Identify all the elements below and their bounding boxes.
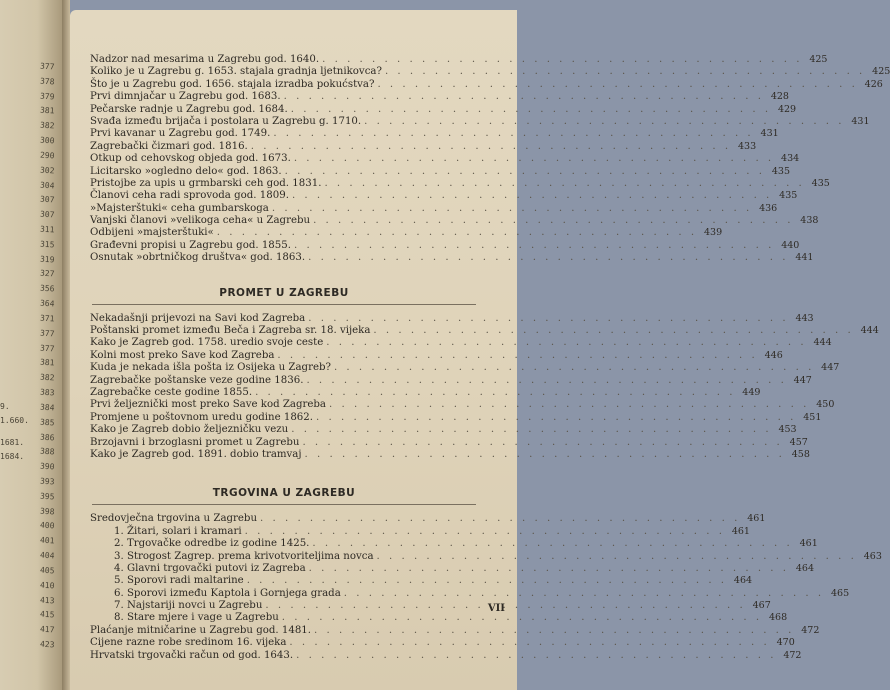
toc-entry <box>90 538 818 550</box>
dot-leader <box>252 387 738 399</box>
section-rule <box>92 304 476 305</box>
toc-entry-title: Nadzor nad mesarima u Zagrebu god. 1640. <box>90 54 320 65</box>
dot-leader <box>291 153 777 165</box>
toc-entry-title: Hrvatski trgovački račun od god. 1643. <box>90 649 294 661</box>
toc-entry <box>90 374 812 387</box>
dot-leader <box>374 551 860 563</box>
toc-entry-title: Kako je Zagreb god. 1891. dobio tramvaj <box>90 448 302 460</box>
toc-entry-page: 441 <box>795 252 814 264</box>
toc-entry-page: 461 <box>731 525 750 537</box>
toc-entry-page: 428 <box>770 91 789 103</box>
toc-entry-title: Građevni propisi u Zagrebu god. 1855. <box>90 239 291 251</box>
left-page-number: 398 <box>39 506 55 517</box>
toc-entry-page: 434 <box>781 153 800 165</box>
right-page <box>70 10 890 690</box>
left-page-number: 413 <box>39 595 55 606</box>
toc-entry-title: Plaćanje mitničarine u Zagrebu god. 1481. <box>90 624 312 636</box>
toc-entry <box>90 349 783 362</box>
left-page-number: 386 <box>39 432 55 443</box>
left-page-number: 393 <box>39 476 55 487</box>
left-page-number: 377 <box>39 61 55 72</box>
toc-entry-title: Zagrebačke poštanske veze godine 1836. <box>90 374 304 386</box>
dot-leader <box>303 375 789 387</box>
dot-leader <box>288 424 774 436</box>
toc-entry <box>90 91 789 103</box>
dot-leader <box>302 449 788 461</box>
toc-entry <box>90 525 750 538</box>
toc-entry-title: 7. Najstariji novci u Zagrebu <box>114 600 263 612</box>
toc-entry <box>90 550 882 563</box>
dot-leader <box>310 215 796 227</box>
toc-entry-title: 3. Strogost Zagrep. prema krivotvoriteljima novca <box>114 550 374 562</box>
toc-entry-title: 6. Sporovi između Kaptola i Gornjega grada <box>114 587 341 599</box>
toc-entry-page: 439 <box>704 227 723 239</box>
toc-entry <box>90 424 797 436</box>
toc-entry <box>90 202 778 215</box>
dot-leader <box>214 227 700 239</box>
toc-entry-title: 1. Žitari, solari i kramari <box>114 525 242 537</box>
left-page-number: 385 <box>39 417 55 428</box>
left-page-number: 390 <box>39 461 55 472</box>
toc-entry <box>90 239 800 252</box>
left-page-number: 315 <box>39 239 55 250</box>
toc-entry-page: 444 <box>813 337 832 349</box>
dot-leader <box>311 625 797 637</box>
toc-entry-page: 472 <box>801 624 820 636</box>
toc-entry-title: Pristojbe za upis u grmbarski ceh god. 1831. <box>90 177 322 189</box>
left-page-number: 404 <box>39 550 55 561</box>
toc-entry-page: 440 <box>781 239 800 251</box>
dot-leader <box>326 399 812 411</box>
left-page-number: 400 <box>39 520 55 531</box>
left-page-number: 423 <box>39 639 55 650</box>
toc-entry-title: Svađa između brijača i postolara u Zagrebu g. 1710. <box>90 115 362 127</box>
toc-entry-page: 468 <box>769 612 788 624</box>
dot-leader <box>313 412 799 424</box>
toc-entry <box>90 215 819 227</box>
dot-leader <box>331 362 817 374</box>
dot-leader <box>279 612 765 624</box>
toc-entry-page: 436 <box>759 202 778 214</box>
toc-entry <box>90 337 832 349</box>
left-page-number: 364 <box>39 298 55 309</box>
toc-entry <box>90 362 840 374</box>
toc-entry <box>90 54 828 66</box>
toc-entry <box>90 312 814 325</box>
dot-leader <box>244 575 730 587</box>
left-page-number: 379 <box>39 91 55 102</box>
toc-entry <box>90 399 835 411</box>
dot-leader <box>370 325 856 337</box>
left-page-number: 307 <box>39 194 55 205</box>
toc-entry <box>90 624 820 637</box>
toc-entry-title: Vanjski članovi »velikoga ceha« u Zagrebu <box>90 215 311 227</box>
left-page-number: 384 <box>39 402 55 413</box>
dot-leader <box>281 91 767 103</box>
left-page-number: 377 <box>39 343 55 354</box>
toc-entry-title: 2. Trgovačke odredbe iz godine 1425. <box>114 538 310 550</box>
left-page-number: 405 <box>39 565 55 576</box>
toc-entry-page: 467 <box>752 600 771 612</box>
toc-entry-title: Kuda je nekada išla pošta iz Osijeka u Zagreb? <box>90 362 331 374</box>
toc-entry-page: 433 <box>738 140 757 152</box>
toc-entry-page: 443 <box>795 312 814 324</box>
toc-entry-page: 461 <box>747 513 766 525</box>
dot-leader <box>274 350 760 362</box>
toc-entry-page: 435 <box>811 177 830 189</box>
toc-entry-title: Brzojavni i brzoglasni promet u Zagrebu <box>90 436 300 448</box>
dot-leader <box>257 513 743 525</box>
left-page-number: 395 <box>39 491 55 502</box>
toc-entry-title: Kolni most preko Save kod Zagreba <box>90 349 275 361</box>
dot-leader <box>299 437 785 449</box>
toc-entry-page: 435 <box>779 190 798 202</box>
section-heading: PROMET U ZAGREBU <box>219 286 349 299</box>
toc-entry-page: 453 <box>778 424 797 436</box>
toc-entry <box>90 436 808 449</box>
toc-entry-title: Poštanski promet između Beča i Zagreba sr. 18. vijeka <box>90 325 371 337</box>
dot-leader <box>293 650 779 662</box>
toc-entry-title: Prvi dimnjačar u Zagrebu god. 1683. <box>90 91 281 103</box>
left-page-number: 388 <box>39 446 55 457</box>
toc-entry-page: 458 <box>791 448 810 460</box>
left-page-number: 415 <box>39 609 55 620</box>
left-page-number: 381 <box>39 357 55 368</box>
dot-leader <box>291 240 777 252</box>
table-of-contents <box>90 54 890 662</box>
toc-entry-page: 438 <box>800 215 819 227</box>
left-page-number: 304 <box>39 180 55 191</box>
dot-leader <box>382 66 868 78</box>
left-page-number: 377 <box>39 328 55 339</box>
toc-entry-title: Prvi kavanar u Zagrebu god. 1749. <box>90 128 271 140</box>
left-page-number: 302 <box>39 165 55 176</box>
toc-entry-title: Promjene u poštovnom uredu godine 1862. <box>90 411 314 423</box>
toc-entry-title: Cijene razne robe sredinom 16. vijeka <box>90 637 287 649</box>
toc-entry-title: Osnutak »obrtničkog društva« god. 1863. <box>90 252 306 264</box>
toc-entry-page: 470 <box>776 637 795 649</box>
left-page-number: 327 <box>39 268 55 279</box>
left-page-number: 417 <box>39 624 55 635</box>
toc-entry-page: 425 <box>872 66 890 78</box>
left-page-number: 307 <box>39 209 55 220</box>
dot-leader <box>286 637 772 649</box>
dot-leader <box>309 538 795 550</box>
left-page-number: 300 <box>39 135 55 146</box>
toc-entry <box>90 128 779 140</box>
toc-entry-title: Članovi ceha radi sprovoda god. 1809. <box>90 190 289 202</box>
dot-leader <box>323 337 809 349</box>
toc-entry-title: Prvi željeznički most preko Save kod Zagreba <box>90 399 327 411</box>
toc-entry <box>90 649 802 662</box>
toc-entry <box>90 562 815 575</box>
toc-entry <box>90 587 850 600</box>
dot-leader <box>306 563 792 575</box>
toc-entry-page: 431 <box>760 128 779 140</box>
toc-entry-page: 425 <box>809 54 828 65</box>
section-heading: TRGOVINA U ZAGREBU <box>212 487 356 500</box>
toc-entry-page: 444 <box>860 325 879 337</box>
left-page-number: 356 <box>39 283 55 294</box>
toc-entry-page: 450 <box>816 399 835 411</box>
toc-entry-page: 446 <box>764 349 783 361</box>
left-page-fragment: 1684. <box>0 452 25 461</box>
toc-entry-title: Odbijeni »majsterštuki« <box>90 227 214 239</box>
dot-leader <box>361 116 847 128</box>
toc-entry <box>90 252 814 264</box>
dot-leader <box>248 141 734 153</box>
toc-entry <box>90 190 798 202</box>
toc-entry-page: 472 <box>783 649 802 661</box>
toc-entry-page: 451 <box>803 411 822 423</box>
toc-entry <box>90 153 800 165</box>
left-page-number: 382 <box>39 372 55 383</box>
left-page-number: 311 <box>39 224 55 235</box>
left-page-fragment: 9. <box>0 402 10 411</box>
toc-entry <box>90 78 883 91</box>
toc-entry <box>90 115 870 128</box>
left-page-number: 401 <box>39 535 55 546</box>
toc-entry-title: Zagrebački čizmari god. 1816. <box>90 140 248 152</box>
dot-leader <box>288 104 774 116</box>
dot-leader <box>341 588 827 600</box>
left-page-number: 371 <box>39 313 55 324</box>
toc-entry <box>90 103 797 116</box>
toc-entry <box>90 411 822 424</box>
left-page-fragment: 1681. <box>0 438 25 447</box>
toc-entry <box>90 637 795 649</box>
toc-entry-page: 426 <box>864 78 883 90</box>
toc-entry-title: Kako je Zagreb god. 1758. uredio svoje ceste <box>90 337 324 349</box>
toc-entry <box>90 575 753 587</box>
left-page-number: 290 <box>39 150 55 161</box>
left-page-number: 378 <box>39 76 55 87</box>
book-spine <box>62 0 70 690</box>
toc-entry <box>90 140 757 153</box>
toc-entry-title: Licitarsko »ogledno delo« god. 1863. <box>90 165 282 177</box>
dot-leader <box>305 252 791 264</box>
toc-entry <box>90 165 791 178</box>
left-page-number: 383 <box>39 387 55 398</box>
toc-entry-page: 464 <box>733 575 753 587</box>
section-rule <box>92 504 476 505</box>
dot-leader <box>374 79 860 91</box>
toc-entry <box>90 177 830 190</box>
toc-entry-page: 457 <box>789 436 808 448</box>
dot-leader <box>269 203 755 215</box>
toc-entry-title: »Majsterštuki« ceha gumbarskoga <box>90 202 269 214</box>
dot-leader <box>270 128 756 140</box>
toc-entry-page: 449 <box>742 386 761 398</box>
toc-entry-title: Što je u Zagrebu god. 1656. stajala izradba pokućstva? <box>90 78 375 90</box>
toc-entry-page: 447 <box>821 362 840 374</box>
toc-entry-title: Koliko je u Zagrebu g. 1653. stajala gradnja ljetnikovca? <box>90 66 382 78</box>
toc-entry-page: 429 <box>777 103 797 115</box>
toc-entry-title: 8. Stare mjere i vage u Zagrebu <box>114 612 279 624</box>
toc-entry <box>90 448 810 461</box>
left-page-number: 319 <box>39 254 55 265</box>
toc-entry-title: 5. Sporovi radi maltarine <box>114 575 244 587</box>
toc-entry-page: 431 <box>851 115 870 127</box>
toc-entry-page: 461 <box>799 538 818 550</box>
toc-entry-title: Otkup od cehovskog objeda god. 1673. <box>90 153 291 165</box>
toc-entry <box>90 325 879 337</box>
dot-leader <box>262 600 748 612</box>
page-number: VII <box>487 603 505 614</box>
dot-leader <box>289 190 775 202</box>
toc-entry <box>90 66 890 78</box>
toc-entry <box>90 227 723 239</box>
dot-leader <box>242 526 728 538</box>
dot-leader <box>319 54 805 66</box>
dot-leader <box>282 166 768 178</box>
left-page-number: 381 <box>39 105 55 116</box>
toc-entry-title: Sredovječna trgovina u Zagrebu <box>90 513 258 525</box>
toc-entry-title: Pečarske radnje u Zagrebu god. 1684. <box>90 103 288 115</box>
dot-leader <box>321 178 807 190</box>
left-page-number: 382 <box>39 120 55 131</box>
left-page-fragment: 1.660. <box>0 416 29 425</box>
toc-entry-title: Nekadašnji prijevozi na Savi kod Zagreba <box>90 312 306 324</box>
toc-entry-page: 447 <box>793 374 812 386</box>
toc-entry-title: 4. Glavni trgovački putovi iz Zagreba <box>114 562 306 574</box>
dot-leader <box>305 313 791 325</box>
toc-entry-page: 465 <box>831 587 850 599</box>
toc-entry <box>90 513 766 525</box>
toc-entry-title: Kako je Zagreb dobio željezničku vezu <box>90 424 289 436</box>
toc-entry-page: 464 <box>795 562 815 574</box>
toc-entry-page: 463 <box>863 550 882 562</box>
toc-entry-title: Zagrebačke ceste godine 1855. <box>90 386 253 398</box>
toc-entry <box>90 612 788 624</box>
toc-entry <box>90 386 761 399</box>
left-page-edge <box>0 0 62 690</box>
toc-entry-page: 435 <box>771 165 791 177</box>
left-page-number: 410 <box>39 580 55 591</box>
